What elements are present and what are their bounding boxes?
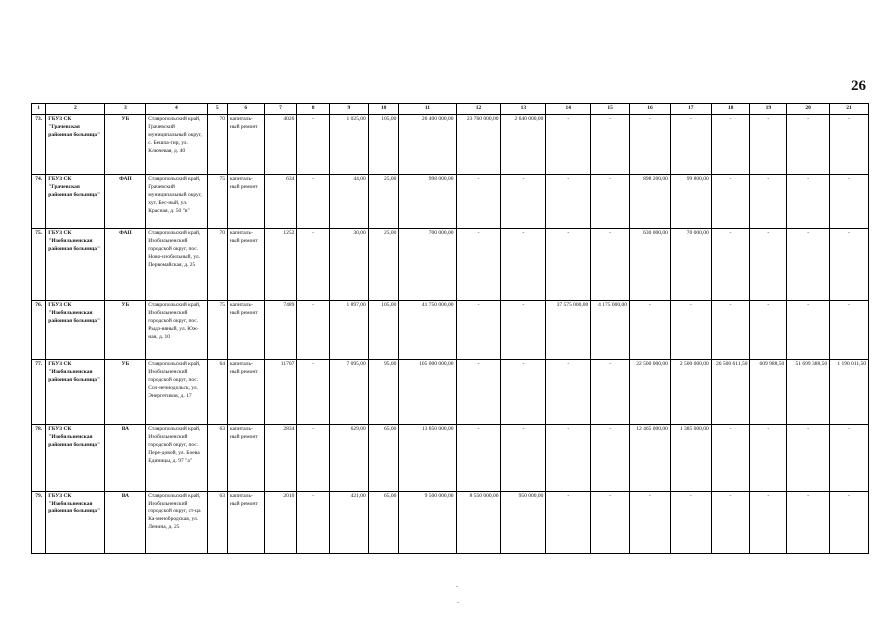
col12-cell: - (456, 228, 501, 300)
scan-speck (457, 602, 459, 603)
col5-cell: 70 (207, 228, 227, 300)
col20-cell: - (787, 425, 830, 491)
col10-cell: 95,00 (368, 359, 399, 424)
organization-cell: ГБУЗ СК "Грачевская районная больница" (46, 115, 105, 175)
col14-cell: 37 575 000,00 (546, 301, 591, 359)
col13-cell: - (501, 228, 546, 300)
column-number-header: 18 (711, 104, 750, 115)
table-row (32, 115, 869, 175)
col17-cell: 2 500 000,00 (670, 359, 711, 424)
col10-cell: 65,00 (368, 491, 399, 553)
col20-cell: 51 699 388,50 (787, 359, 830, 424)
col9-cell: 7 095,00 (329, 359, 368, 424)
col21-cell: - (830, 115, 869, 175)
column-number-header: 15 (591, 104, 630, 115)
col18-cell: - (711, 425, 750, 491)
col8-cell: - (297, 175, 330, 228)
facility-type-cell: УБ (105, 301, 146, 359)
col18-cell: - (711, 175, 750, 228)
table-row (32, 425, 869, 491)
col20-cell: - (787, 491, 830, 553)
document-table (31, 103, 869, 554)
col10-cell: 25,00 (368, 175, 399, 228)
col5-cell: 63 (207, 425, 227, 491)
col11-cell: 13 850 000,00 (399, 425, 456, 491)
col8-cell: - (297, 359, 330, 424)
facility-type-cell: ФАП (105, 175, 146, 228)
organization-cell: ГБУЗ СК "Грачевская районная больница" (46, 175, 105, 228)
column-number-header: 5 (207, 104, 227, 115)
col9-cell: 629,00 (329, 425, 368, 491)
col13-cell: - (501, 425, 546, 491)
page-number: 26 (851, 78, 866, 94)
col19-cell: - (750, 175, 787, 228)
column-number-header: 14 (546, 104, 591, 115)
col21-cell: - (830, 228, 869, 300)
col19-cell: 609 988,50 (750, 359, 787, 424)
work-type-cell: капиталь-ный ремонт (227, 425, 264, 491)
col13-cell: - (501, 175, 546, 228)
work-type-cell: капиталь-ный ремонт (227, 175, 264, 228)
col7-cell: 4026 (264, 115, 297, 175)
col15-cell: - (591, 425, 630, 491)
col18-cell: - (711, 301, 750, 359)
col10-cell: 25,00 (368, 228, 399, 300)
col19-cell: - (750, 491, 787, 553)
col13-cell: - (501, 301, 546, 359)
col12-cell: - (456, 425, 501, 491)
col5-cell: 75 (207, 175, 227, 228)
col12-cell: 23 760 000,00 (456, 115, 501, 175)
scan-speck (456, 586, 458, 587)
col20-cell: - (787, 175, 830, 228)
col17-cell: - (670, 301, 711, 359)
col15-cell: - (591, 491, 630, 553)
col19-cell: - (750, 228, 787, 300)
col8-cell: - (297, 491, 330, 553)
col11-cell: 105 000 000,00 (399, 359, 456, 424)
organization-cell: ГБУЗ СК "Изобильненская районная больница" (46, 359, 105, 424)
column-number-header: 10 (368, 104, 399, 115)
row-number: 78. (32, 425, 46, 491)
col21-cell: - (830, 425, 869, 491)
col15-cell: - (591, 359, 630, 424)
column-number-header: 1 (32, 104, 46, 115)
col7-cell: 634 (264, 175, 297, 228)
col18-cell: - (711, 115, 750, 175)
column-number-header: 13 (501, 104, 546, 115)
column-number-header: 2 (46, 104, 105, 115)
facility-type-cell: ФАП (105, 228, 146, 300)
col15-cell: - (591, 228, 630, 300)
col14-cell: - (546, 115, 591, 175)
col17-cell: - (670, 115, 711, 175)
column-number-header: 7 (264, 104, 297, 115)
address-cell: Ставропольский край, Грачевский муниципальный округ, хут. Бес-ный, ул. Красная, д. 50 "в" (146, 175, 207, 228)
col13-cell: 950 000,00 (501, 491, 546, 553)
table-row (32, 359, 869, 424)
col17-cell: 99 800,00 (670, 175, 711, 228)
col5-cell: 63 (207, 491, 227, 553)
col7-cell: 2010 (264, 491, 297, 553)
organization-cell: ГБУЗ СК "Изобильненская районная больница" (46, 228, 105, 300)
col18-cell: - (711, 491, 750, 553)
facility-type-cell: УБ (105, 359, 146, 424)
row-number: 77. (32, 359, 46, 424)
address-cell: Ставропольский край, Изобильненский городской округ, пос. Рыдз-вяный, ул. Юж-ная, д. 10 (146, 301, 207, 359)
col19-cell: - (750, 425, 787, 491)
col9-cell: 1 025,00 (329, 115, 368, 175)
col11-cell: 26 400 000,00 (399, 115, 456, 175)
col8-cell: - (297, 425, 330, 491)
table-body (32, 115, 869, 554)
col21-cell: - (830, 175, 869, 228)
address-cell: Ставропольский край, Изобильненский городской округ, пос. Пере-довой, ул. Боева Единицы, д. 97 "а" (146, 425, 207, 491)
address-cell: Ставропольский край, Грачевский муниципальный округ, с. Бешпа-гир, ул. Ключевая, д. 40 (146, 115, 207, 175)
address-cell: Ставропольский край, Изобильненский городской округ, пос. Сол-нечнодольск, ул. Энергетиков, д. 17 (146, 359, 207, 424)
column-number-header: 9 (329, 104, 368, 115)
col15-cell: - (591, 115, 630, 175)
col17-cell: 1 385 000,00 (670, 425, 711, 491)
col14-cell: - (546, 425, 591, 491)
col19-cell: - (750, 115, 787, 175)
col21-cell: 1 190 011,50 (830, 359, 869, 424)
col5-cell: 70 (207, 115, 227, 175)
col13-cell: 2 640 000,00 (501, 115, 546, 175)
column-number-row (32, 104, 869, 115)
col16-cell: 898 200,00 (630, 175, 671, 228)
col7-cell: 11707 (264, 359, 297, 424)
facility-type-cell: ВА (105, 425, 146, 491)
col16-cell: - (630, 115, 671, 175)
organization-cell: ГБУЗ СК "Изобильненская районная больница" (46, 491, 105, 553)
column-number-header: 6 (227, 104, 264, 115)
column-number-header: 4 (146, 104, 207, 115)
organization-cell: ГБУЗ СК "Изобильненская районная больница" (46, 301, 105, 359)
column-number-header: 11 (399, 104, 456, 115)
table-row (32, 228, 869, 300)
col12-cell: - (456, 359, 501, 424)
col14-cell: - (546, 359, 591, 424)
address-cell: Ставропольский край, Изобильненский городской округ, пос. Ново-изобильный, ул. Первомайская, д. 25 (146, 228, 207, 300)
column-number-header: 3 (105, 104, 146, 115)
col10-cell: 105,00 (368, 301, 399, 359)
col16-cell: 630 000,00 (630, 228, 671, 300)
col17-cell: 70 000,00 (670, 228, 711, 300)
col10-cell: 105,00 (368, 115, 399, 175)
column-number-header: 12 (456, 104, 501, 115)
work-type-cell: капиталь-ный ремонт (227, 301, 264, 359)
col11-cell: 700 000,00 (399, 228, 456, 300)
col10-cell: 65,00 (368, 425, 399, 491)
col18-cell: - (711, 228, 750, 300)
col18-cell: 26 500 611,50 (711, 359, 750, 424)
column-number-header: 19 (750, 104, 787, 115)
column-number-header: 20 (787, 104, 830, 115)
col21-cell: - (830, 301, 869, 359)
row-number: 76. (32, 301, 46, 359)
work-type-cell: капиталь-ный ремонт (227, 359, 264, 424)
col21-cell: - (830, 491, 869, 553)
table-row (32, 175, 869, 228)
col16-cell: 12 465 000,00 (630, 425, 671, 491)
col20-cell: - (787, 115, 830, 175)
column-number-header: 17 (670, 104, 711, 115)
col11-cell: 998 000,00 (399, 175, 456, 228)
facility-type-cell: ВА (105, 491, 146, 553)
address-cell: Ставропольский край, Изобильненский городской округ, ст-ца Ка-менобродская, ул. Ленина, д. 25 (146, 491, 207, 553)
col16-cell: - (630, 491, 671, 553)
organization-cell: ГБУЗ СК "Изобильненская районная больница" (46, 425, 105, 491)
col7-cell: 1252 (264, 228, 297, 300)
table-row (32, 491, 869, 553)
facility-type-cell: УБ (105, 115, 146, 175)
work-type-cell: капиталь-ный ремонт (227, 491, 264, 553)
row-number: 75. (32, 228, 46, 300)
col11-cell: 41 750 000,00 (399, 301, 456, 359)
col14-cell: - (546, 175, 591, 228)
col8-cell: - (297, 301, 330, 359)
col5-cell: 64 (207, 359, 227, 424)
column-number-header: 21 (830, 104, 869, 115)
col12-cell: 8 550 000,00 (456, 491, 501, 553)
col20-cell: - (787, 301, 830, 359)
col9-cell: 421,00 (329, 491, 368, 553)
column-number-header: 8 (297, 104, 330, 115)
col12-cell: - (456, 175, 501, 228)
col20-cell: - (787, 228, 830, 300)
table-row (32, 301, 869, 359)
work-type-cell: капиталь-ный ремонт (227, 228, 264, 300)
col15-cell: 4 175 000,00 (591, 301, 630, 359)
row-number: 79. (32, 491, 46, 553)
col9-cell: 44,00 (329, 175, 368, 228)
col7-cell: 2834 (264, 425, 297, 491)
row-number: 73. (32, 115, 46, 175)
col14-cell: - (546, 491, 591, 553)
column-number-header: 16 (630, 104, 671, 115)
col5-cell: 75 (207, 301, 227, 359)
col7-cell: 7489 (264, 301, 297, 359)
col8-cell: - (297, 228, 330, 300)
col16-cell: - (630, 301, 671, 359)
col12-cell: - (456, 301, 501, 359)
col16-cell: 22 500 000,00 (630, 359, 671, 424)
work-type-cell: капиталь-ный ремонт (227, 115, 264, 175)
col8-cell: - (297, 115, 330, 175)
col11-cell: 9 500 000,00 (399, 491, 456, 553)
col17-cell: - (670, 491, 711, 553)
col15-cell: - (591, 175, 630, 228)
col9-cell: 30,00 (329, 228, 368, 300)
row-number: 74. (32, 175, 46, 228)
col13-cell: - (501, 359, 546, 424)
col9-cell: 1 897,00 (329, 301, 368, 359)
col19-cell: - (750, 301, 787, 359)
col14-cell: - (546, 228, 591, 300)
